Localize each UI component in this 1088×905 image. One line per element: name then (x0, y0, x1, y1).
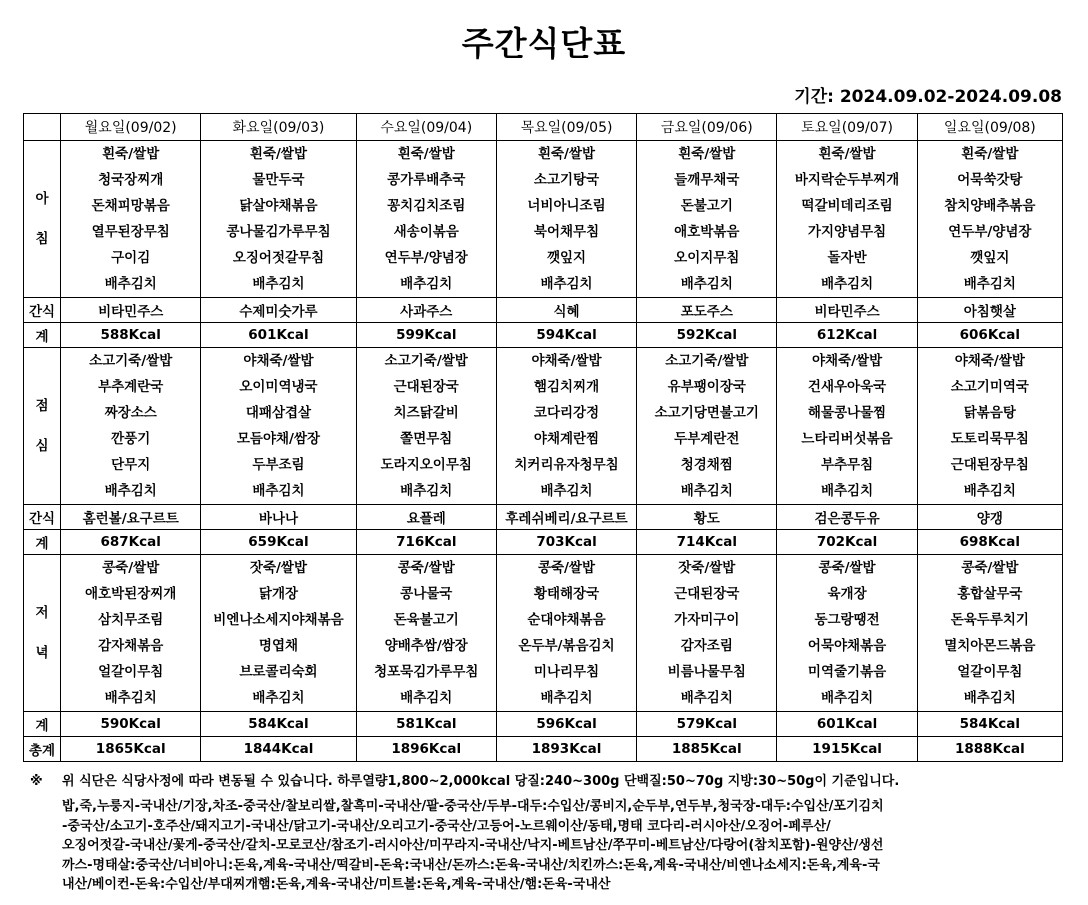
menu-item: 콩죽/쌀밥 (961, 560, 1019, 576)
menu-item: 삼치무조림 (98, 612, 164, 628)
menu-item: 물만두국 (252, 172, 305, 188)
breakfast-menu-cell (917, 141, 1062, 298)
daily-total-cell: 1844Kcal (201, 737, 356, 762)
daily-total-cell: 1888Kcal (917, 737, 1062, 762)
note-mark: ※ (30, 774, 43, 789)
day-header: 화요일(09/03) (201, 114, 356, 141)
dinner-kcal-cell: 581Kcal (356, 712, 496, 737)
menu-item: 배추김치 (400, 690, 453, 706)
menu-item: 소고기탕국 (533, 172, 600, 188)
lunch-menu-cell (356, 348, 496, 505)
day-header: 월요일(09/02) (61, 114, 201, 141)
menu-item: 닭살야채볶음 (239, 198, 318, 214)
menu-item: 야채죽/쌀밥 (811, 353, 883, 369)
breakfast-kcal-row (24, 323, 1063, 348)
afternoon-snack-cell: 검은콩두유 (777, 505, 917, 530)
breakfast-kcal-cell: 588Kcal (61, 323, 201, 348)
menu-item: 콩죽/쌀밥 (397, 560, 455, 576)
menu-item: 어묵야채볶음 (807, 638, 887, 654)
breakfast-kcal-cell: 612Kcal (777, 323, 917, 348)
daily-total-cell: 1896Kcal (356, 737, 496, 762)
breakfast-menu-cell (356, 141, 496, 298)
menu-item: 콩죽/쌀밥 (818, 560, 876, 576)
menu-item: 소고기미역국 (950, 379, 1029, 395)
menu-item: 배추김치 (540, 483, 593, 499)
breakfast-menu-cell (777, 141, 917, 298)
lunch-menu-cell (61, 348, 201, 505)
menu-item: 얼갈이무침 (957, 664, 1023, 680)
menu-item: 소고기죽/쌀밥 (665, 353, 749, 369)
dinner-menu-cell (356, 555, 496, 712)
morning-snack-label: 간식 (24, 298, 61, 323)
menu-item: 도토리묵무침 (950, 431, 1029, 447)
menu-item: 온두부/볶음김치 (518, 638, 615, 654)
menu-item: 배추김치 (963, 690, 1016, 706)
menu-item: 쫄면무침 (400, 431, 453, 447)
lunch-label-char: 심 (35, 438, 49, 454)
menu-item: 돈채피망볶음 (91, 198, 170, 214)
menu-item: 두부계란전 (674, 431, 740, 447)
menu-item: 배추김치 (963, 276, 1016, 292)
breakfast-menu-cell (61, 141, 201, 298)
menu-item: 근대된장국 (674, 586, 740, 602)
dinner-label-char: 저 (35, 605, 49, 621)
menu-item: 배추김치 (104, 276, 157, 292)
lunch-menu-cell (496, 348, 636, 505)
menu-item: 가자미구이 (674, 612, 740, 628)
menu-item: 열무된장무침 (91, 224, 170, 240)
menu-item: 너비아니조림 (527, 198, 606, 214)
menu-item: 참치양배추볶음 (944, 198, 1036, 214)
morning-snack-cell: 식혜 (496, 298, 636, 323)
dinner-menu-cell (777, 555, 917, 712)
morning-snack-row (24, 298, 1063, 323)
day-header: 일요일(09/08) (917, 114, 1062, 141)
dinner-kcal-cell: 579Kcal (637, 712, 777, 737)
dinner-label (24, 555, 61, 712)
menu-item: 육개장 (827, 586, 867, 602)
menu-item: 야채죽/쌀밥 (531, 353, 602, 369)
breakfast-kcal-cell: 594Kcal (496, 323, 636, 348)
breakfast-kcal-cell: 599Kcal (356, 323, 496, 348)
breakfast-kcal-label: 계 (24, 323, 61, 348)
menu-item: 황태해장국 (533, 586, 600, 602)
period-text: 기간: 2024.09.02-2024.09.08 (794, 87, 1062, 107)
menu-item: 연두부/양념장 (948, 224, 1032, 240)
menu-item: 돈육불고기 (393, 612, 459, 628)
lunch-kcal-cell: 702Kcal (777, 530, 917, 555)
menu-item: 바지락순두부찌개 (794, 172, 900, 188)
menu-item: 건새우아욱국 (807, 379, 887, 395)
menu-item: 콩나물국 (400, 586, 453, 602)
menu-item: 유부팽이장국 (667, 379, 746, 395)
menu-item: 순대야채볶음 (527, 612, 606, 628)
lunch-kcal-cell: 687Kcal (61, 530, 201, 555)
menu-item: 동그랑땡전 (814, 612, 880, 628)
lunch-kcal-row (24, 530, 1063, 555)
menu-item: 닭개장 (258, 586, 299, 602)
menu-item: 깻잎지 (970, 250, 1010, 266)
morning-snack-cell: 포도주스 (637, 298, 777, 323)
morning-snack-cell: 아침햇살 (917, 298, 1062, 323)
menu-item: 소고기죽/쌀밥 (384, 353, 468, 369)
day-header: 토요일(09/07) (777, 114, 917, 141)
menu-item: 야채계란찜 (533, 431, 600, 447)
menu-item: 배추김치 (104, 483, 157, 499)
dinner-menu-cell (496, 555, 636, 712)
dinner-menu-cell (637, 555, 777, 712)
menu-item: 도라지오이무침 (380, 457, 472, 473)
dinner-kcal-cell: 584Kcal (201, 712, 356, 737)
afternoon-snack-label: 간식 (24, 505, 61, 530)
menu-item: 콩죽/쌀밥 (102, 560, 160, 576)
menu-item: 청국장찌개 (98, 172, 164, 188)
menu-item: 배추김치 (680, 690, 733, 706)
dinner-row (24, 555, 1063, 712)
menu-item: 돈육두루치기 (950, 612, 1029, 628)
afternoon-snack-row (24, 505, 1063, 530)
daily-total-cell: 1865Kcal (61, 737, 201, 762)
dinner-menu-cell (917, 555, 1062, 712)
menu-item: 닭볶음탕 (963, 405, 1016, 421)
breakfast-label-char: 아 (35, 191, 49, 207)
menu-item: 배추김치 (400, 483, 453, 499)
morning-snack-cell: 비타민주스 (777, 298, 917, 323)
menu-item: 야채죽/쌀밥 (954, 353, 1025, 369)
menu-item: 잣죽/쌀밥 (678, 560, 736, 576)
menu-item: 배추김치 (963, 483, 1016, 499)
menu-item: 애호박볶음 (674, 224, 740, 240)
menu-item: 깐풍기 (111, 431, 151, 447)
daily-total-cell: 1915Kcal (777, 737, 917, 762)
dinner-kcal-label: 계 (24, 712, 61, 737)
menu-item: 돌자반 (827, 250, 867, 266)
menu-item: 배추김치 (252, 690, 305, 706)
lunch-kcal-cell: 659Kcal (201, 530, 356, 555)
menu-item: 돈불고기 (680, 198, 733, 214)
menu-item: 배추김치 (400, 276, 453, 292)
menu-item: 북어채무침 (533, 224, 600, 240)
menu-item: 흰죽/쌀밥 (678, 146, 736, 162)
lunch-menu-cell (917, 348, 1062, 505)
menu-item: 애호박된장찌개 (85, 586, 177, 602)
menu-item: 흰죽/쌀밥 (537, 146, 596, 162)
menu-item: 오이미역냉국 (239, 379, 318, 395)
menu-item: 청포묵김가루무침 (374, 664, 479, 680)
menu-item: 배추김치 (820, 483, 874, 499)
dinner-kcal-cell: 590Kcal (61, 712, 201, 737)
menu-item: 근대된장국 (393, 379, 459, 395)
breakfast-menu-cell (201, 141, 356, 298)
breakfast-label (24, 141, 61, 298)
lunch-row (24, 348, 1063, 505)
menu-item: 소고기죽/쌀밥 (89, 353, 173, 369)
lunch-kcal-cell: 716Kcal (356, 530, 496, 555)
menu-item: 감자채볶음 (98, 638, 164, 654)
menu-item: 배추김치 (540, 276, 593, 292)
menu-item: 홍합살무국 (957, 586, 1023, 602)
menu-item: 콩나물김가루무침 (226, 224, 331, 240)
dinner-kcal-cell: 596Kcal (496, 712, 636, 737)
lunch-label-char: 점 (35, 398, 49, 414)
menu-item: 비엔나소세지야채볶음 (213, 612, 344, 628)
menu-item: 느타리버섯볶음 (801, 431, 893, 447)
afternoon-snack-cell: 홈런볼/요구르트 (61, 505, 201, 530)
breakfast-menu-cell (496, 141, 636, 298)
menu-item: 대패삼겹살 (245, 405, 312, 421)
menu-item: 코다리강정 (533, 405, 600, 421)
menu-item: 어묵쑥갓탕 (957, 172, 1023, 188)
menu-item: 근대된장무침 (950, 457, 1029, 473)
note-calorie-standard: 위 식단은 식당사정에 따라 변동될 수 있습니다. 하루열량1,800~2,000kcal 당질:240~300g 단백질:50~70g 지방:30~50g이 기준입니다. (62, 774, 900, 789)
menu-item: 오징어젓갈무침 (232, 250, 325, 266)
menu-item: 브로콜리숙회 (239, 664, 318, 680)
menu-item: 모듬야채/쌈장 (236, 431, 321, 447)
menu-item: 새송이볶음 (393, 224, 459, 240)
daily-total-row (24, 737, 1063, 762)
breakfast-label-char: 침 (35, 231, 49, 247)
menu-item: 배추김치 (540, 690, 593, 706)
menu-item: 잣죽/쌀밥 (249, 560, 308, 576)
menu-item: 짜장소스 (104, 405, 157, 421)
lunch-kcal-cell: 698Kcal (917, 530, 1062, 555)
menu-item: 배추김치 (820, 690, 874, 706)
lunch-kcal-cell: 714Kcal (637, 530, 777, 555)
lunch-menu-cell (777, 348, 917, 505)
breakfast-menu-cell (637, 141, 777, 298)
page-title: 주간식단표 (461, 24, 627, 63)
menu-item: 구이김 (111, 250, 151, 266)
menu-item: 부추무침 (820, 457, 874, 473)
daily-total-cell: 1893Kcal (496, 737, 636, 762)
corner-cell (24, 114, 61, 141)
menu-item: 청경채찜 (680, 457, 733, 473)
afternoon-snack-cell: 요플레 (356, 505, 496, 530)
dinner-menu-cell (61, 555, 201, 712)
dinner-kcal-row (24, 712, 1063, 737)
menu-item: 비름나물무침 (667, 664, 746, 680)
morning-snack-cell: 사과주스 (356, 298, 496, 323)
dinner-menu-cell (201, 555, 356, 712)
menu-item: 치즈닭갈비 (393, 405, 459, 421)
dinner-label-char: 녁 (35, 645, 49, 661)
lunch-kcal-label: 계 (24, 530, 61, 555)
lunch-menu-cell (201, 348, 356, 505)
menu-item: 배추김치 (252, 276, 305, 292)
breakfast-kcal-cell: 601Kcal (201, 323, 356, 348)
breakfast-kcal-cell: 592Kcal (637, 323, 777, 348)
menu-item: 흰죽/쌀밥 (818, 146, 876, 162)
lunch-label (24, 348, 61, 505)
menu-item: 단무지 (111, 457, 151, 473)
menu-item: 얼갈이무침 (98, 664, 164, 680)
menu-item: 콩죽/쌀밥 (537, 560, 596, 576)
menu-item: 깻잎지 (546, 250, 587, 266)
menu-item: 야채죽/쌀밥 (243, 353, 314, 369)
menu-table (23, 113, 1063, 762)
note-origin: 밥,죽,누룽지-국내산/기장,차조-중국산/찰보리쌀,찰흑미-국내산/팥-중국산/두부-대두:수입산/콩비지,순두부,연두부,청국장-대두:수입산/포기김치 -중국산/소고기-호주산/돼지고기-국내산/닭고기-국내산/오리고기-중국산/고등어-노르웨이산/동태,명태 코다리-러시아산/오징어-페루산/ 오징어젓갈-국내산/꽃게-중국산/갈치-모로코산/참조기-러시아산/미꾸라지-국내산/낙지-베트남산/쭈꾸미-베트남산/다랑어(참치포함)-원양산/생선 까스-명태살:중국산/너비아니:돈육,계육-국내산/떡갈비-돈육:국내산/돈까스:돈육-국내산/치킨까스:돈육,계육-국내산/비엔나소세지:돈육,계육-국 내산/베이컨-돈육:수입산/부대찌개햄:돈육,계육-국내산/미트볼:돈육,계육-국내산/햄:돈육-국내산 (62, 799, 884, 892)
menu-item: 콩가루배추국 (387, 172, 466, 188)
menu-item: 미나리무침 (533, 664, 600, 680)
day-header: 금요일(09/06) (637, 114, 777, 141)
menu-item: 오이지무침 (674, 250, 740, 266)
menu-item: 명엽채 (258, 638, 299, 654)
menu-item: 해물콩나물찜 (807, 405, 887, 421)
menu-item: 흰죽/쌀밥 (249, 146, 308, 162)
afternoon-snack-cell: 양갱 (917, 505, 1062, 530)
menu-item: 배추김치 (104, 690, 157, 706)
dinner-kcal-cell: 584Kcal (917, 712, 1062, 737)
menu-item: 배추김치 (820, 276, 874, 292)
menu-item: 들깨무채국 (674, 172, 740, 188)
menu-item: 부추계란국 (98, 379, 164, 395)
lunch-kcal-cell: 703Kcal (496, 530, 636, 555)
menu-item: 치커리유자청무침 (514, 457, 619, 473)
header-row (24, 114, 1063, 141)
afternoon-snack-cell: 후레쉬베리/요구르트 (496, 505, 636, 530)
breakfast-row (24, 141, 1063, 298)
menu-item: 미역줄기볶음 (807, 664, 887, 680)
afternoon-snack-cell: 황도 (637, 505, 777, 530)
morning-snack-cell: 비타민주스 (61, 298, 201, 323)
menu-item: 감자조림 (680, 638, 733, 654)
lunch-menu-cell (637, 348, 777, 505)
day-header: 목요일(09/05) (496, 114, 636, 141)
menu-item: 배추김치 (680, 276, 733, 292)
menu-item: 햄김치찌개 (533, 379, 600, 395)
menu-item: 배추김치 (252, 483, 305, 499)
breakfast-kcal-cell: 606Kcal (917, 323, 1062, 348)
menu-item: 연두부/양념장 (384, 250, 468, 266)
menu-item: 흰죽/쌀밥 (961, 146, 1019, 162)
day-header: 수요일(09/04) (356, 114, 496, 141)
menu-item: 흰죽/쌀밥 (102, 146, 160, 162)
menu-item: 양배추쌈/쌈장 (384, 638, 468, 654)
menu-item: 두부조림 (252, 457, 305, 473)
daily-total-cell: 1885Kcal (637, 737, 777, 762)
menu-item: 배추김치 (680, 483, 733, 499)
morning-snack-cell: 수제미숫가루 (201, 298, 356, 323)
menu-item: 가지양념무침 (807, 224, 887, 240)
afternoon-snack-cell: 바나나 (201, 505, 356, 530)
daily-total-label: 총계 (24, 737, 61, 762)
menu-item: 떡갈비데리조림 (801, 198, 893, 214)
menu-item: 소고기당면불고기 (654, 405, 759, 421)
dinner-kcal-cell: 601Kcal (777, 712, 917, 737)
menu-item: 흰죽/쌀밥 (397, 146, 455, 162)
menu-item: 꽁치김치조림 (387, 198, 466, 214)
menu-item: 멸치아몬드볶음 (944, 638, 1036, 654)
